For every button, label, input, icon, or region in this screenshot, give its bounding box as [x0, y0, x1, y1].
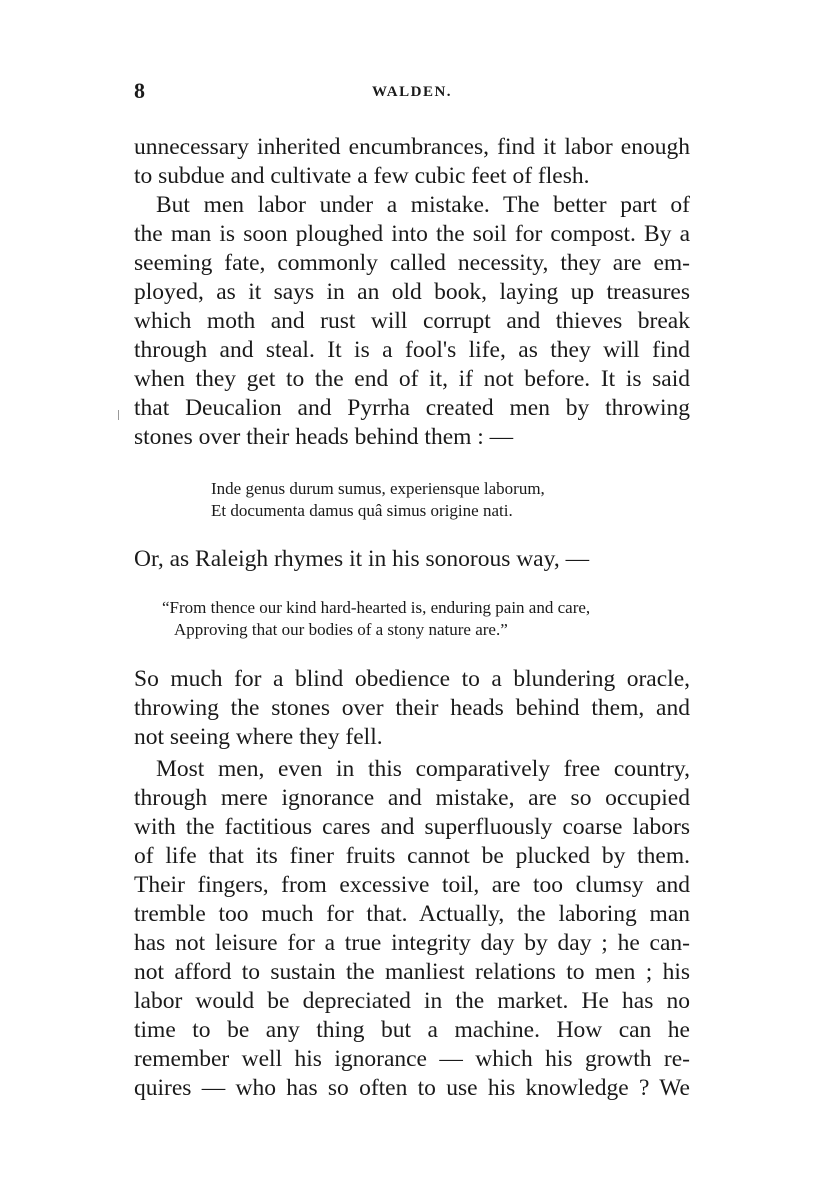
text-line: tremble too much for that. Actually, the laboring man [134, 901, 690, 927]
text-line: throwing the stones over their heads behind them, and [134, 695, 690, 721]
page-number: 8 [134, 78, 145, 103]
text-line: But men labor under a mistake. The better part of [156, 192, 690, 218]
text-line: ployed, as it says in an old book, laying up treasures [134, 279, 690, 305]
text-line: time to be any thing but a machine. How can he [134, 1017, 690, 1043]
verse-line: Et documenta damus quâ simus origine nati. [211, 501, 513, 520]
text-line: of life that its finer fruits cannot be plucked by them. [134, 843, 690, 869]
text-line: Or, as Raleigh rhymes it in his sonorous way, — [134, 546, 590, 572]
text-line: unnecessary inherited encumbrances, find it labor enough [134, 134, 690, 160]
text-line: which moth and rust will corrupt and thieves break [134, 308, 690, 334]
text-line: Most men, even in this comparatively free country, [156, 756, 690, 782]
text-line: has not leisure for a true integrity day by day ; he can- [134, 930, 690, 956]
text-line: to subdue and cultivate a few cubic feet of flesh. [134, 163, 590, 189]
text-line: through and steal. It is a fool's life, as they will find [134, 337, 690, 363]
text-line: quires — who has so often to use his knowledge ? We [134, 1075, 690, 1101]
text-line: when they get to the end of it, if not before. It is said [134, 366, 690, 392]
text-line: stones over their heads behind them : — [134, 424, 514, 450]
text-line: seeming fate, commonly called necessity, they are em- [134, 250, 690, 276]
verse-line: Inde genus durum sumus, experiensque laborum, [211, 479, 545, 498]
text-line: through mere ignorance and mistake, are so occupied [134, 785, 690, 811]
text-line: not seeing where they fell. [134, 724, 383, 750]
text-line: So much for a blind obedience to a blundering oracle, [134, 666, 690, 692]
text-line: not afford to sustain the manliest relations to men ; his [134, 959, 690, 985]
verse-line: “From thence our kind hard-hearted is, enduring pain and care, [162, 598, 591, 617]
text-line: Their fingers, from excessive toil, are too clumsy and [134, 872, 690, 898]
text-line: with the factitious cares and superfluously coarse labors [134, 814, 690, 840]
text-line: the man is soon ploughed into the soil for compost. By a [134, 221, 690, 247]
text-line: labor would be depreciated in the market. He has no [134, 988, 690, 1014]
text-line: that Deucalion and Pyrrha created men by throwing [134, 395, 690, 421]
page-header [134, 78, 690, 108]
verse-line: Approving that our bodies of a stony nature are.” [174, 620, 508, 639]
margin-mark [118, 410, 119, 420]
running-title: WALDEN. [371, 84, 453, 100]
text-line: remember well his ignorance — which his growth re- [134, 1046, 690, 1072]
